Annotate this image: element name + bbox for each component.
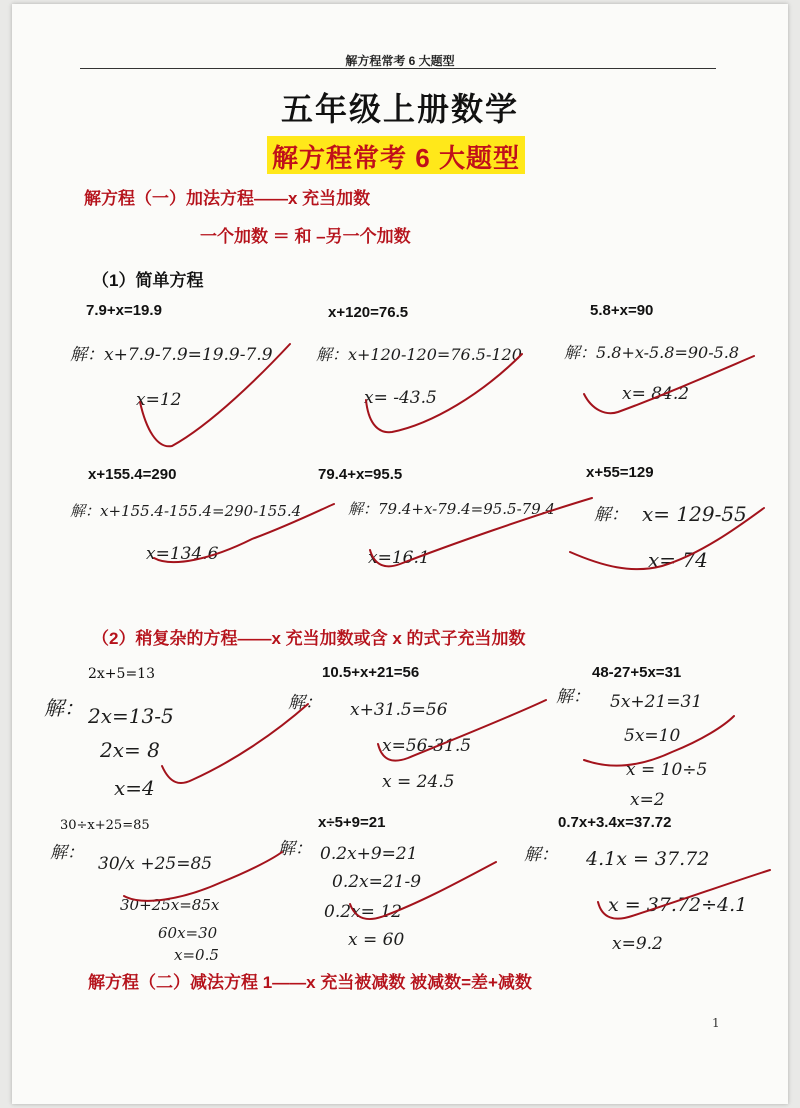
work-12-line-2: 4.1x = 37.72 (586, 848, 710, 870)
work-4-line-1: 解：x+155.4-155.4=290-155.4 (70, 502, 302, 520)
work-3-line-1: 解：5.8+x-5.8=90-5.8 (564, 343, 740, 362)
checkmark-4 (154, 504, 334, 562)
work-9-line-3: 5x=10 (624, 726, 681, 746)
work-1-line-1: 解：x+7.9-7.9=19.9-7.9 (70, 345, 273, 365)
section2-heading: 解方程（二）减法方程 1——x 充当被减数 被减数=差+减数 (88, 973, 532, 992)
checkmark-10 (124, 852, 282, 901)
work-11-line-4: 0.2x= 12 (324, 902, 402, 922)
work-4-line-2: x=134.6 (146, 544, 219, 564)
page-title: 五年级上册数学 (280, 91, 519, 127)
work-11-line-2: 0.2x+9=21 (320, 844, 418, 864)
work-10-line-2: 30/x +25=85 (98, 854, 213, 874)
checkmark-5 (370, 498, 592, 566)
problem-10: 30÷x+25=85 (60, 818, 150, 833)
checkmark-8 (378, 700, 546, 761)
work-5-line-1: 解：79.4+x-79.4=95.5-79.4 (348, 500, 556, 518)
work-11-line-3: 0.2x=21-9 (332, 872, 422, 892)
problem-11: x÷5+9=21 (318, 814, 386, 831)
work-5-line-2: x=16.1 (368, 548, 430, 568)
work-10-line-1: 解： (50, 843, 84, 863)
problem-7: 2x+5=13 (88, 666, 155, 682)
work-9-line-1: 解： (556, 687, 590, 707)
section1-heading: 解方程（一）加法方程——x 充当加数 (84, 189, 371, 208)
work-12-line-1: 解： (524, 845, 558, 865)
work-6-line-2: x= 129-55 (642, 502, 747, 526)
work-3-line-2: x= 84.2 (622, 384, 690, 404)
checkmark-9 (584, 716, 734, 766)
work-7-line-2: 2x=13-5 (88, 704, 174, 728)
work-8-line-2: x+31.5=56 (350, 700, 448, 720)
part2-heading: （2）稍复杂的方程——x 充当加数或含 x 的式子充当加数 (92, 629, 526, 648)
work-1-line-2: x=12 (136, 390, 182, 410)
part1-heading: （1）简单方程 (92, 271, 204, 290)
page-subtitle: 解方程常考 6 大题型 (272, 143, 520, 173)
work-12-line-3: x = 37.72÷4.1 (608, 894, 748, 916)
grading-checkmarks (12, 4, 788, 1104)
problem-5: 79.4+x=95.5 (318, 466, 403, 483)
problem-12: 0.7x+3.4x=37.72 (558, 814, 672, 831)
checkmark-11 (350, 862, 496, 919)
checkmark-1 (140, 344, 290, 446)
work-7-line-1: 解： (44, 696, 84, 720)
running-header: 解方程常考 6 大题型 (345, 54, 455, 68)
work-6-line-3: x= 74 (648, 548, 708, 572)
problem-2: x+120=76.5 (328, 304, 409, 321)
work-8-line-4: x = 24.5 (382, 772, 455, 792)
work-6-line-1: 解： (594, 505, 628, 525)
checkmark-2 (366, 354, 522, 432)
page-number: 1 (712, 1016, 720, 1030)
problem-1: 7.9+x=19.9 (86, 302, 162, 319)
work-11-line-5: x = 60 (348, 930, 405, 950)
work-7-line-3: 2x= 8 (100, 738, 160, 762)
problem-4: x+155.4=290 (88, 466, 177, 483)
work-12-line-4: x=9.2 (612, 934, 663, 954)
problem-9: 48-27+5x=31 (592, 664, 682, 681)
work-2-line-2: x= -43.5 (364, 388, 437, 408)
work-8-line-3: x=56-31.5 (382, 736, 472, 756)
work-9-line-4: x = 10÷5 (626, 760, 708, 780)
checkmark-3 (584, 356, 754, 413)
work-10-line-4: 60x=30 (158, 924, 218, 942)
checkmark-12 (598, 870, 770, 919)
work-8-line-1: 解： (288, 693, 322, 713)
work-2-line-1: 解：x+120-120=76.5-120 (316, 345, 522, 364)
work-10-line-3: 30+25x=85x (120, 896, 220, 914)
section1-rule: 一个加数 ＝ 和 –另一个加数 (200, 227, 411, 246)
problem-3: 5.8+x=90 (590, 302, 654, 319)
work-11-line-1: 解： (278, 839, 312, 859)
checkmark-7 (162, 704, 308, 783)
work-9-line-5: x=2 (630, 790, 665, 810)
work-7-line-4: x=4 (114, 776, 155, 800)
problem-8: 10.5+x+21=56 (322, 664, 420, 681)
problem-6: x+55=129 (586, 464, 654, 481)
work-9-line-2: 5x+21=31 (610, 692, 703, 712)
work-10-line-5: x=0.5 (174, 946, 219, 964)
checkmark-6 (570, 508, 764, 569)
worksheet-page (12, 4, 788, 1104)
